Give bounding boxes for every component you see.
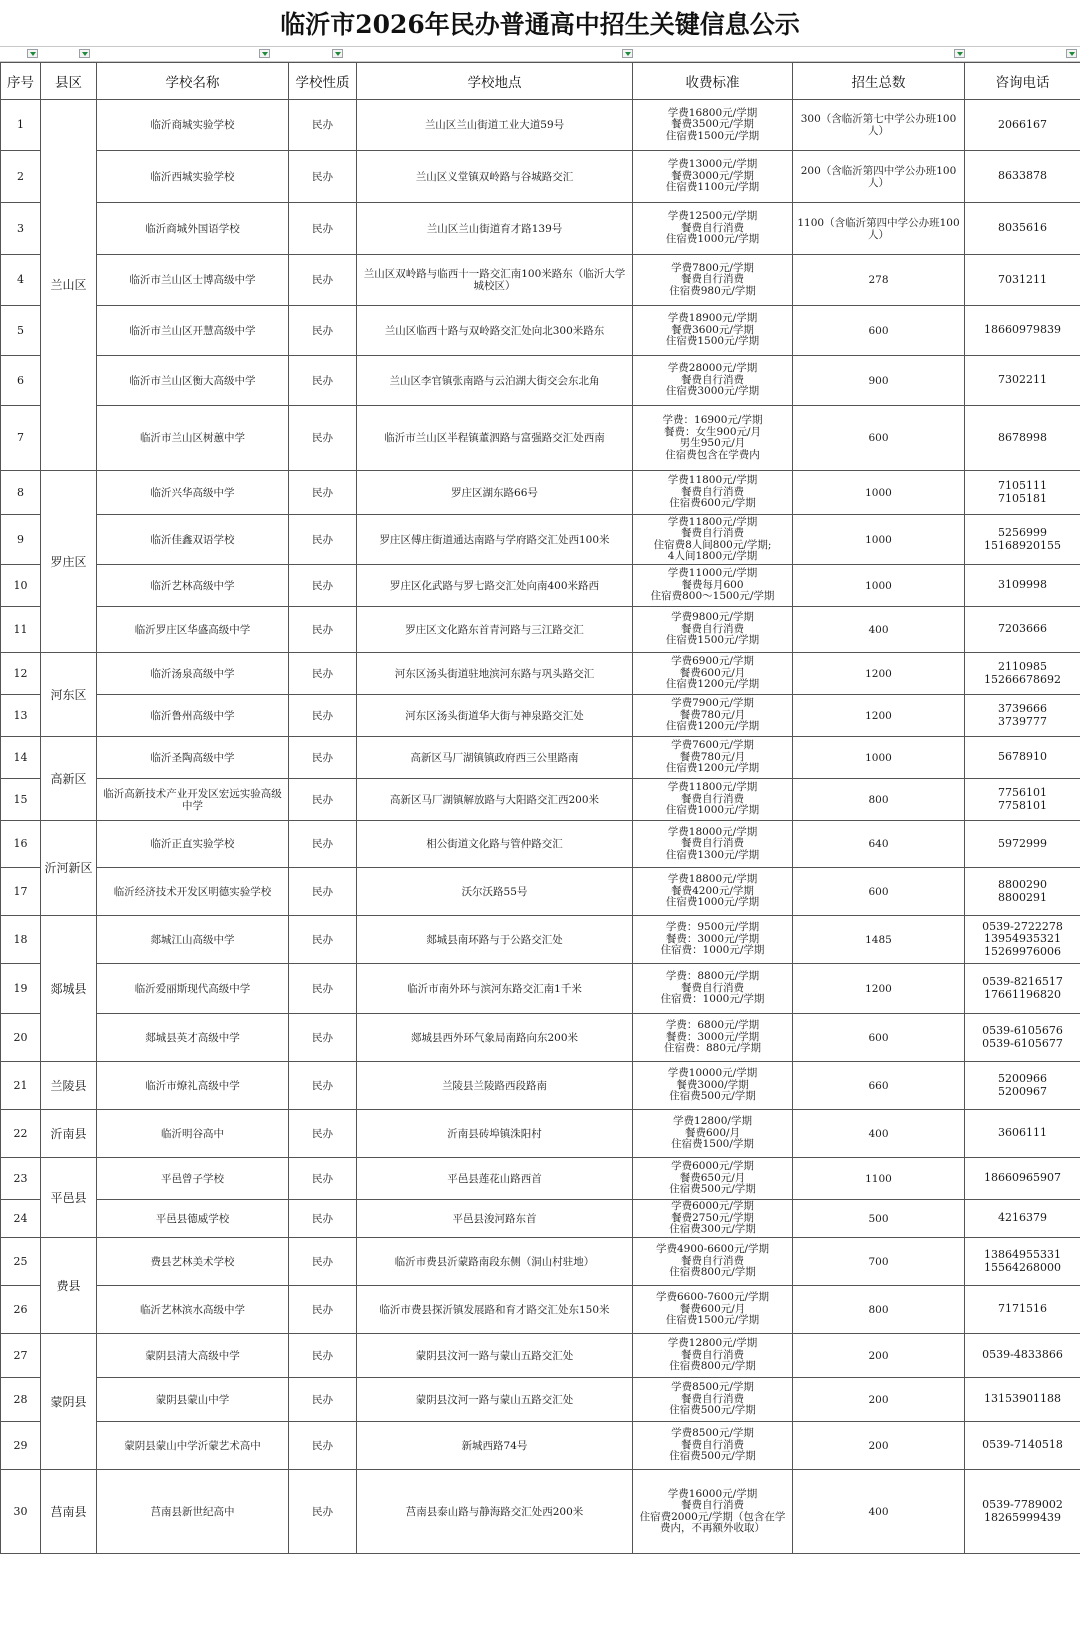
phone-cell: 8035616	[965, 203, 1080, 255]
enrollment-cell: 660	[793, 1062, 965, 1110]
school-name-cell: 郯城县英才高级中学	[97, 1014, 289, 1062]
phone-cell: 8633878	[965, 151, 1080, 203]
row-number: 12	[1, 653, 41, 695]
address-cell: 临沂市费县探沂镇发展路和育才路交汇处东150米	[357, 1286, 633, 1334]
row-number: 27	[1, 1334, 41, 1378]
school-name-cell: 平邑曾子学校	[97, 1158, 289, 1200]
fee-cell: 学费：8800元/学期 餐费自行消费 住宿费：1000元/学期	[633, 964, 793, 1014]
phone-cell: 8678998	[965, 406, 1080, 471]
school-type-cell: 民办	[289, 779, 357, 821]
school-name-cell: 临沂汤泉高级中学	[97, 653, 289, 695]
school-name-cell: 临沂兴华高级中学	[97, 471, 289, 515]
address-cell: 河东区汤头街道驻地滨河东路与巩头路交汇	[357, 653, 633, 695]
fee-cell: 学费8500元/学期 餐费自行消费 住宿费500元/学期	[633, 1422, 793, 1470]
address-cell: 平邑县莲花山路西首	[357, 1158, 633, 1200]
county-cell: 蒙阴县	[41, 1334, 97, 1470]
county-cell: 罗庄区	[41, 471, 97, 653]
table-row	[1, 607, 1080, 653]
address-cell: 罗庄区化武路与罗七路交汇处向南400米路西	[357, 565, 633, 607]
table-row	[1, 151, 1080, 203]
table-row	[1, 100, 1080, 151]
county-cell: 兰山区	[41, 100, 97, 471]
fee-cell: 学费16000元/学期 餐费自行消费 住宿费2000元/学期（包含在学费内，不再额外收取）	[633, 1470, 793, 1554]
school-type-cell: 民办	[289, 821, 357, 868]
sheet-title: 临沂市2026年民办普通高中招生关键信息公示	[280, 10, 800, 39]
row-number: 2	[1, 151, 41, 203]
address-cell: 兰山区义堂镇双岭路与谷城路交汇	[357, 151, 633, 203]
filter-dropdown-icon[interactable]	[1066, 49, 1077, 58]
row-number: 10	[1, 565, 41, 607]
fee-cell: 学费11800元/学期 餐费自行消费 住宿费600元/学期	[633, 471, 793, 515]
table-row	[1, 1110, 1080, 1158]
enrollment-cell: 700	[793, 1238, 965, 1286]
row-number: 20	[1, 1014, 41, 1062]
school-type-cell: 民办	[289, 356, 357, 406]
address-cell: 郯城县南环路与于公路交汇处	[357, 916, 633, 964]
fee-cell: 学费6000元/学期 餐费2750元/学期 住宿费300元/学期	[633, 1200, 793, 1238]
fee-cell: 学费11000元/学期 餐费每月600 住宿费800～1500元/学期	[633, 565, 793, 607]
school-name-cell: 临沂圣陶高级中学	[97, 737, 289, 779]
phone-cell: 5678910	[965, 737, 1080, 779]
table-row	[1, 1378, 1080, 1422]
phone-cell: 7756101 7758101	[965, 779, 1080, 821]
address-cell: 兰山区兰山街道工业大道59号	[357, 100, 633, 151]
enrollment-cell: 1200	[793, 653, 965, 695]
school-name-cell: 临沂艺林高级中学	[97, 565, 289, 607]
phone-cell: 3606111	[965, 1110, 1080, 1158]
enrollment-cell: 278	[793, 255, 965, 306]
school-type-cell: 民办	[289, 1378, 357, 1422]
header-school-name: 学校名称	[97, 63, 289, 100]
fee-cell: 学费7600元/学期 餐费780元/月 住宿费1200元/学期	[633, 737, 793, 779]
address-cell: 兰山区李官镇张南路与云泊湖大街交会东北角	[357, 356, 633, 406]
school-name-cell: 临沂商城外国语学校	[97, 203, 289, 255]
phone-cell: 7302211	[965, 356, 1080, 406]
fee-cell: 学费7900元/学期 餐费780元/月 住宿费1200元/学期	[633, 695, 793, 737]
school-type-cell: 民办	[289, 1422, 357, 1470]
row-number: 11	[1, 607, 41, 653]
phone-cell: 0539-7789002 18265999439	[965, 1470, 1080, 1554]
table-row	[1, 737, 1080, 779]
address-cell: 河东区汤头街道华大街与神泉路交汇处	[357, 695, 633, 737]
enrollment-cell: 1000	[793, 737, 965, 779]
filter-dropdown-icon[interactable]	[79, 49, 90, 58]
school-name-cell: 费县艺林美术学校	[97, 1238, 289, 1286]
address-cell: 罗庄区文化路东首青河路与三江路交汇	[357, 607, 633, 653]
table-row	[1, 406, 1080, 471]
address-cell: 兰陵县兰陵路西段路南	[357, 1062, 633, 1110]
school-name-cell: 临沂经济技术开发区明德实验学校	[97, 868, 289, 916]
address-cell: 临沂市南外环与滨河东路交汇南1千米	[357, 964, 633, 1014]
phone-cell: 8800290 8800291	[965, 868, 1080, 916]
address-cell: 高新区马厂湖镇解放路与大阳路交汇西200米	[357, 779, 633, 821]
enrollment-cell: 200（含临沂第四中学公办班100人）	[793, 151, 965, 203]
phone-cell: 3109998	[965, 565, 1080, 607]
row-number: 16	[1, 821, 41, 868]
table-row	[1, 821, 1080, 868]
school-type-cell: 民办	[289, 515, 357, 565]
enrollment-cell: 1100（含临沂第四中学公办班100人）	[793, 203, 965, 255]
county-cell: 兰陵县	[41, 1062, 97, 1110]
school-type-cell: 民办	[289, 1110, 357, 1158]
table-row	[1, 306, 1080, 356]
school-type-cell: 民办	[289, 1158, 357, 1200]
county-cell: 沂河新区	[41, 821, 97, 916]
filter-dropdown-icon[interactable]	[332, 49, 343, 58]
fee-cell: 学费11800元/学期 餐费自行消费 住宿费8人间800元/学期; 4人间1800元/学期	[633, 515, 793, 565]
address-cell: 兰山区临西十路与双岭路交汇处向北300米路东	[357, 306, 633, 356]
row-number: 5	[1, 306, 41, 356]
school-name-cell: 临沂佳鑫双语学校	[97, 515, 289, 565]
school-type-cell: 民办	[289, 565, 357, 607]
fee-cell: 学费12800/学期 餐费600/月 住宿费1500/学期	[633, 1110, 793, 1158]
table-row	[1, 653, 1080, 695]
enrollment-cell: 1485	[793, 916, 965, 964]
school-name-cell: 临沂商城实验学校	[97, 100, 289, 151]
row-number: 7	[1, 406, 41, 471]
phone-cell: 0539-6105676 0539-6105677	[965, 1014, 1080, 1062]
enrollment-cell: 900	[793, 356, 965, 406]
school-name-cell: 临沂明谷高中	[97, 1110, 289, 1158]
school-type-cell: 民办	[289, 471, 357, 515]
phone-cell: 0539-7140518	[965, 1422, 1080, 1470]
school-name-cell: 临沂罗庄区华盛高级中学	[97, 607, 289, 653]
phone-cell: 0539-2722278 13954935321 15269976006	[965, 916, 1080, 964]
enrollment-cell: 1000	[793, 515, 965, 565]
enrollment-cell: 800	[793, 1286, 965, 1334]
phone-cell: 13153901188	[965, 1378, 1080, 1422]
fee-cell: 学费8500元/学期 餐费自行消费 住宿费500元/学期	[633, 1378, 793, 1422]
row-number: 25	[1, 1238, 41, 1286]
fee-cell: 学费：16900元/学期 餐费：女生900元/月 男生950元/月 住宿费包含在学费内	[633, 406, 793, 471]
school-name-cell: 莒南县新世纪高中	[97, 1470, 289, 1554]
row-number: 28	[1, 1378, 41, 1422]
school-type-cell: 民办	[289, 1286, 357, 1334]
table-row	[1, 1238, 1080, 1286]
address-cell: 兰山区双岭路与临西十一路交汇南100米路东（临沂大学城校区）	[357, 255, 633, 306]
header-row	[1, 63, 1080, 100]
county-cell: 费县	[41, 1238, 97, 1334]
row-number: 30	[1, 1470, 41, 1554]
table-row	[1, 1334, 1080, 1378]
row-number: 14	[1, 737, 41, 779]
row-number: 9	[1, 515, 41, 565]
school-type-cell: 民办	[289, 916, 357, 964]
phone-cell: 7031211	[965, 255, 1080, 306]
school-type-cell: 民办	[289, 151, 357, 203]
school-table	[0, 62, 1080, 1554]
phone-cell: 5200966 5200967	[965, 1062, 1080, 1110]
address-cell: 蒙阴县汶河一路与蒙山五路交汇处	[357, 1334, 633, 1378]
enrollment-cell: 400	[793, 1110, 965, 1158]
fee-cell: 学费11800元/学期 餐费自行消费 住宿费1000元/学期	[633, 779, 793, 821]
school-type-cell: 民办	[289, 737, 357, 779]
row-number: 4	[1, 255, 41, 306]
address-cell: 沂南县砖埠镇洙阳村	[357, 1110, 633, 1158]
fee-cell: 学费12800元/学期 餐费自行消费 住宿费800元/学期	[633, 1334, 793, 1378]
table-row	[1, 1158, 1080, 1200]
school-type-cell: 民办	[289, 306, 357, 356]
header-county: 县区	[41, 63, 97, 100]
header-enrollment: 招生总数	[793, 63, 965, 100]
table-row	[1, 1286, 1080, 1334]
row-number: 23	[1, 1158, 41, 1200]
school-name-cell: 临沂市兰山区开慧高级中学	[97, 306, 289, 356]
fee-cell: 学费9800元/学期 餐费自行消费 住宿费1500元/学期	[633, 607, 793, 653]
row-number: 19	[1, 964, 41, 1014]
fee-cell: 学费13000元/学期 餐费3000元/学期 住宿费1100元/学期	[633, 151, 793, 203]
row-number: 17	[1, 868, 41, 916]
school-type-cell: 民办	[289, 964, 357, 1014]
school-name-cell: 临沂市兰山区衡大高级中学	[97, 356, 289, 406]
phone-cell: 0539-4833866	[965, 1334, 1080, 1378]
row-number: 18	[1, 916, 41, 964]
table-row	[1, 779, 1080, 821]
address-cell: 兰山区兰山街道育才路139号	[357, 203, 633, 255]
school-type-cell: 民办	[289, 868, 357, 916]
school-type-cell: 民办	[289, 607, 357, 653]
enrollment-cell: 640	[793, 821, 965, 868]
enrollment-cell: 300（含临沂第七中学公办班100人）	[793, 100, 965, 151]
school-type-cell: 民办	[289, 255, 357, 306]
address-cell: 临沂市费县沂蒙路南段东侧（洞山村驻地）	[357, 1238, 633, 1286]
phone-cell: 2110985 15266678692	[965, 653, 1080, 695]
address-cell: 罗庄区湖东路66号	[357, 471, 633, 515]
address-cell: 莒南县泰山路与静海路交汇处西200米	[357, 1470, 633, 1554]
table-row	[1, 1422, 1080, 1470]
fee-cell: 学费6600-7600元/学期 餐费600元/月 住宿费1500元/学期	[633, 1286, 793, 1334]
enrollment-cell: 600	[793, 406, 965, 471]
school-type-cell: 民办	[289, 1062, 357, 1110]
filter-dropdown-icon[interactable]	[622, 49, 633, 58]
table-row	[1, 356, 1080, 406]
row-number: 26	[1, 1286, 41, 1334]
phone-cell: 5256999 15168920155	[965, 515, 1080, 565]
phone-cell: 18660979839	[965, 306, 1080, 356]
table-row	[1, 916, 1080, 964]
county-cell: 平邑县	[41, 1158, 97, 1238]
row-number: 3	[1, 203, 41, 255]
address-cell: 高新区马厂湖镇镇政府西三公里路南	[357, 737, 633, 779]
county-cell: 沂南县	[41, 1110, 97, 1158]
school-type-cell: 民办	[289, 1470, 357, 1554]
phone-cell: 7171516	[965, 1286, 1080, 1334]
school-type-cell: 民办	[289, 406, 357, 471]
row-number: 29	[1, 1422, 41, 1470]
school-name-cell: 临沂高新技术产业开发区宏远实验高级中学	[97, 779, 289, 821]
school-name-cell: 临沂市兰山区树蕙中学	[97, 406, 289, 471]
filter-dropdown-icon[interactable]	[259, 49, 270, 58]
county-cell: 高新区	[41, 737, 97, 821]
fee-cell: 学费10000元/学期 餐费3000/学期 住宿费500元/学期	[633, 1062, 793, 1110]
county-cell: 郯城县	[41, 916, 97, 1062]
header-no: 序号	[1, 63, 41, 100]
table-row	[1, 471, 1080, 515]
school-name-cell: 平邑县德威学校	[97, 1200, 289, 1238]
phone-cell: 5972999	[965, 821, 1080, 868]
county-cell: 河东区	[41, 653, 97, 737]
school-name-cell: 蒙阴县清大高级中学	[97, 1334, 289, 1378]
school-type-cell: 民办	[289, 100, 357, 151]
table-body	[1, 100, 1080, 1554]
table-row	[1, 1062, 1080, 1110]
sheet-title-bar	[0, 0, 1080, 47]
fee-cell: 学费18900元/学期 餐费3600元/学期 住宿费1500元/学期	[633, 306, 793, 356]
fee-cell: 学费18000元/学期 餐费自行消费 住宿费1300元/学期	[633, 821, 793, 868]
table-row	[1, 255, 1080, 306]
address-cell: 临沂市兰山区半程镇董泗路与富强路交汇处西南	[357, 406, 633, 471]
table-row	[1, 203, 1080, 255]
filter-dropdown-icon[interactable]	[954, 49, 965, 58]
enrollment-cell: 1200	[793, 964, 965, 1014]
school-name-cell: 临沂市燎礼高级中学	[97, 1062, 289, 1110]
address-cell: 沃尔沃路55号	[357, 868, 633, 916]
school-name-cell: 临沂艺林滨水高级中学	[97, 1286, 289, 1334]
enrollment-cell: 600	[793, 1014, 965, 1062]
row-number: 15	[1, 779, 41, 821]
school-name-cell: 临沂爱丽斯现代高级中学	[97, 964, 289, 1014]
row-number: 13	[1, 695, 41, 737]
fee-cell: 学费6900元/学期 餐费600元/月 住宿费1200元/学期	[633, 653, 793, 695]
enrollment-cell: 400	[793, 607, 965, 653]
enrollment-cell: 200	[793, 1378, 965, 1422]
header-school-type: 学校性质	[289, 63, 357, 100]
row-number: 1	[1, 100, 41, 151]
school-type-cell: 民办	[289, 653, 357, 695]
fee-cell: 学费12500元/学期 餐费自行消费 住宿费1000元/学期	[633, 203, 793, 255]
header-address: 学校地点	[357, 63, 633, 100]
address-cell: 平邑县浚河路东首	[357, 1200, 633, 1238]
address-cell: 新城西路74号	[357, 1422, 633, 1470]
phone-cell: 7105111 7105181	[965, 471, 1080, 515]
school-type-cell: 民办	[289, 695, 357, 737]
table-row	[1, 1470, 1080, 1554]
fee-cell: 学费7800元/学期 餐费自行消费 住宿费980元/学期	[633, 255, 793, 306]
school-name-cell: 蒙阴县蒙山中学	[97, 1378, 289, 1422]
school-name-cell: 郯城江山高级中学	[97, 916, 289, 964]
table-row	[1, 964, 1080, 1014]
enrollment-cell: 800	[793, 779, 965, 821]
phone-cell: 13864955331 15564268000	[965, 1238, 1080, 1286]
row-number: 24	[1, 1200, 41, 1238]
school-type-cell: 民办	[289, 1200, 357, 1238]
table-row	[1, 515, 1080, 565]
address-cell: 蒙阴县汶河一路与蒙山五路交汇处	[357, 1378, 633, 1422]
phone-cell: 2066167	[965, 100, 1080, 151]
phone-cell: 18660965907	[965, 1158, 1080, 1200]
school-name-cell: 临沂鲁州高级中学	[97, 695, 289, 737]
school-name-cell: 临沂市兰山区士博高级中学	[97, 255, 289, 306]
fee-cell: 学费16800元/学期 餐费3500元/学期 住宿费1500元/学期	[633, 100, 793, 151]
fee-cell: 学费6000元/学期 餐费650元/月 住宿费500元/学期	[633, 1158, 793, 1200]
phone-cell: 0539-8216517 17661196820	[965, 964, 1080, 1014]
school-type-cell: 民办	[289, 1238, 357, 1286]
school-type-cell: 民办	[289, 1014, 357, 1062]
county-cell: 莒南县	[41, 1470, 97, 1554]
address-cell: 罗庄区傅庄街道通达南路与学府路交汇处西100米	[357, 515, 633, 565]
school-type-cell: 民办	[289, 1334, 357, 1378]
fee-cell: 学费28000元/学期 餐费自行消费 住宿费3000元/学期	[633, 356, 793, 406]
address-cell: 相公街道文化路与管仲路交汇	[357, 821, 633, 868]
school-name-cell: 临沂正直实验学校	[97, 821, 289, 868]
enrollment-cell: 200	[793, 1422, 965, 1470]
table-row	[1, 695, 1080, 737]
enrollment-cell: 600	[793, 868, 965, 916]
enrollment-cell: 400	[793, 1470, 965, 1554]
school-type-cell: 民办	[289, 203, 357, 255]
fee-cell: 学费：6800元/学期 餐费：3000元/学期 住宿费：880元/学期	[633, 1014, 793, 1062]
enrollment-cell: 1000	[793, 565, 965, 607]
enrollment-cell: 1100	[793, 1158, 965, 1200]
row-number: 8	[1, 471, 41, 515]
address-cell: 郯城县西外环气象局南路向东200米	[357, 1014, 633, 1062]
table-row	[1, 868, 1080, 916]
filter-bar	[0, 47, 1080, 62]
fee-cell: 学费4900-6600元/学期 餐费自行消费 住宿费800元/学期	[633, 1238, 793, 1286]
fee-cell: 学费：9500元/学期 餐费：3000元/学期 住宿费：1000元/学期	[633, 916, 793, 964]
table-row	[1, 565, 1080, 607]
phone-cell: 4216379	[965, 1200, 1080, 1238]
row-number: 22	[1, 1110, 41, 1158]
enrollment-cell: 500	[793, 1200, 965, 1238]
school-name-cell: 临沂西城实验学校	[97, 151, 289, 203]
enrollment-cell: 1000	[793, 471, 965, 515]
phone-cell: 3739666 3739777	[965, 695, 1080, 737]
row-number: 21	[1, 1062, 41, 1110]
phone-cell: 7203666	[965, 607, 1080, 653]
enrollment-cell: 600	[793, 306, 965, 356]
header-phone: 咨询电话	[965, 63, 1080, 100]
row-number: 6	[1, 356, 41, 406]
enrollment-cell: 200	[793, 1334, 965, 1378]
table-row	[1, 1014, 1080, 1062]
school-name-cell: 蒙阴县蒙山中学沂蒙艺术高中	[97, 1422, 289, 1470]
table-row	[1, 1200, 1080, 1238]
enrollment-cell: 1200	[793, 695, 965, 737]
header-fee: 收费标准	[633, 63, 793, 100]
fee-cell: 学费18800元/学期 餐费4200元/学期 住宿费1000元/学期	[633, 868, 793, 916]
filter-dropdown-icon[interactable]	[27, 49, 38, 58]
